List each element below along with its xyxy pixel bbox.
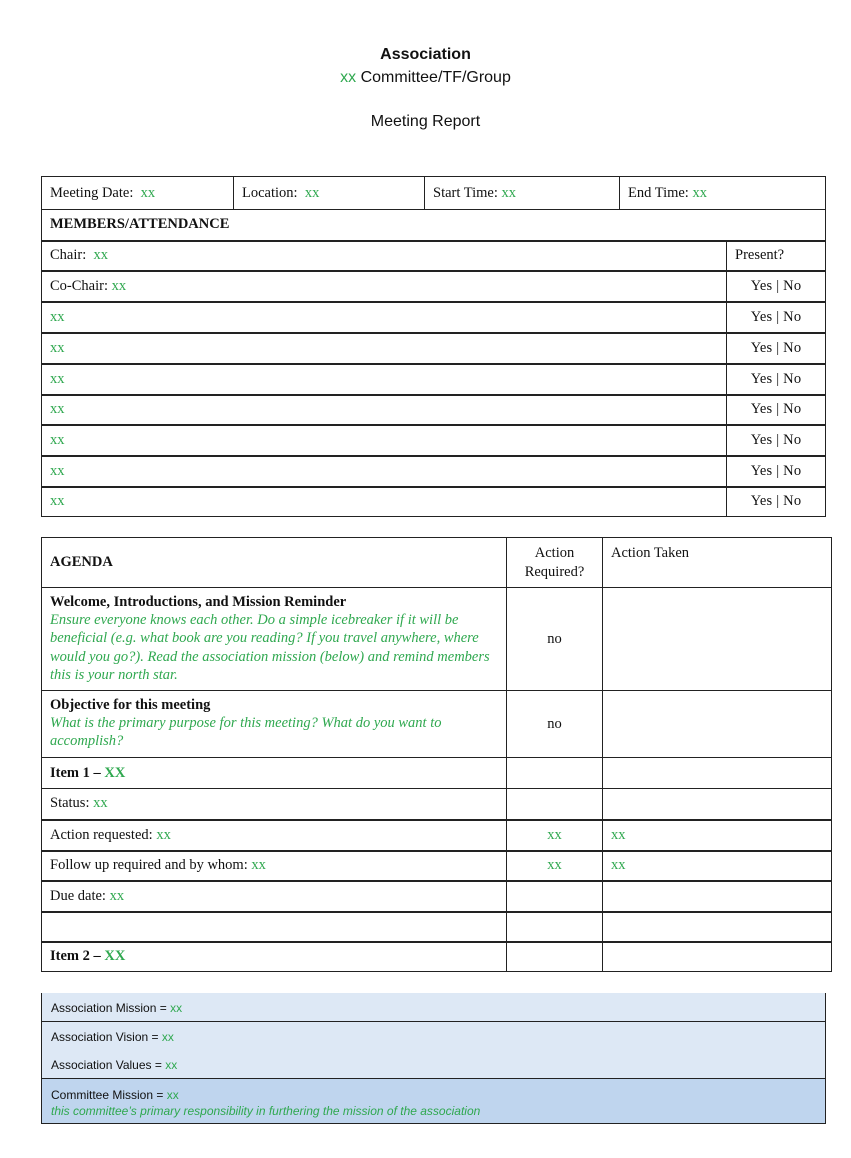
organization-title: Association (380, 46, 471, 63)
item1-action-required[interactable] (507, 758, 603, 789)
association-vision-value[interactable]: xx (161, 1030, 174, 1044)
association-mission-value[interactable]: xx (170, 1001, 183, 1015)
meeting-date-cell (42, 177, 234, 210)
present-toggle[interactable]: Yes | No (727, 425, 826, 456)
due-date-action-required[interactable] (507, 881, 603, 912)
association-values (51, 1058, 816, 1072)
present-toggle[interactable]: Yes | No (727, 456, 826, 487)
start-time-cell (425, 177, 620, 210)
blank-action-required[interactable] (507, 912, 603, 942)
status-label: Status: (50, 795, 90, 812)
welcome-description: Ensure everyone knows each other. Do a simple icebreaker if it will be beneficial (e.g. what book are you reading? If you travel anywhere, where would you go?). Read the association mission (below) and remind members this is your north star. (50, 611, 490, 683)
end-time-cell (620, 177, 826, 210)
mission-panel (41, 993, 826, 1124)
cochair-value[interactable]: xx (111, 277, 127, 294)
member-name[interactable]: xx (42, 487, 727, 517)
action-requested-taken[interactable]: xx (603, 820, 832, 851)
committee-placeholder: xx (340, 69, 357, 86)
chair-label: Chair: (50, 247, 87, 263)
meeting-date-value[interactable]: xx (140, 184, 156, 201)
objective-title: Objective for this meeting (50, 696, 211, 713)
objective-action-required[interactable]: no (507, 691, 603, 758)
association-mission-label: Association Mission = (51, 1001, 167, 1015)
attendance-heading: MEMBERS/ATTENDANCE (42, 210, 826, 241)
welcome-action-required[interactable]: no (507, 588, 603, 691)
welcome-item (42, 588, 507, 691)
start-time-label: Start Time: (433, 184, 498, 201)
item2-action-taken[interactable] (603, 942, 832, 972)
location-cell (234, 177, 425, 210)
cochair-row (42, 271, 727, 302)
action-taken-header: Action Taken (603, 538, 832, 588)
member-name[interactable]: xx (42, 395, 727, 425)
item2-heading (42, 942, 507, 972)
due-date-row (42, 881, 507, 912)
agenda-heading: AGENDA (42, 538, 507, 588)
item1-label: Item 1 (50, 764, 90, 781)
member-name[interactable]: xx (42, 456, 727, 487)
item2-label: Item 2 (50, 948, 90, 965)
committee-title (0, 69, 851, 87)
report-title: Meeting Report (370, 113, 481, 130)
item1-value[interactable]: XX (104, 764, 126, 781)
status-value[interactable]: xx (93, 795, 108, 812)
committee-mission-label: Committee Mission = (51, 1088, 164, 1102)
member-name[interactable]: xx (42, 302, 727, 333)
meeting-date-label: Meeting Date: (50, 184, 134, 201)
welcome-title: Welcome, Introductions, and Mission Reminder (50, 593, 347, 610)
item1-heading (42, 758, 507, 789)
due-date-label: Due date: (50, 887, 106, 904)
item1-dash: – (93, 764, 101, 781)
committee-mission (51, 1087, 816, 1103)
action-required-header: Action Required? (507, 538, 603, 588)
action-requested-value[interactable]: xx (156, 826, 171, 843)
committee-label: Committee/TF/Group (360, 69, 511, 86)
member-name[interactable]: xx (42, 425, 727, 456)
action-requested-row (42, 820, 507, 851)
present-header: Present? (727, 241, 826, 271)
present-toggle[interactable]: Yes | No (727, 487, 826, 517)
present-toggle[interactable]: Yes | No (727, 302, 826, 333)
association-values-label: Association Values = (51, 1058, 162, 1072)
followup-label: Follow up required and by whom: (50, 857, 248, 873)
chair-value[interactable]: xx (93, 247, 108, 263)
status-row (42, 789, 507, 820)
objective-item (42, 691, 507, 758)
committee-mission-description: this committee’s primary responsibility in furthering the mission of the association (51, 1104, 481, 1118)
present-toggle[interactable]: Yes | No (727, 364, 826, 395)
blank-action-taken[interactable] (603, 912, 832, 942)
association-vision-label: Association Vision = (51, 1030, 159, 1044)
followup-required[interactable]: xx (507, 851, 603, 881)
blank-row[interactable] (42, 912, 507, 942)
association-values-value[interactable]: xx (165, 1058, 178, 1072)
due-date-value[interactable]: xx (109, 887, 125, 904)
member-name[interactable]: xx (42, 364, 727, 395)
item2-action-required[interactable] (507, 942, 603, 972)
end-time-value[interactable]: xx (692, 184, 707, 201)
item1-action-taken[interactable] (603, 758, 832, 789)
attendance-table (41, 176, 826, 517)
status-action-taken[interactable] (603, 789, 832, 820)
start-time-value[interactable]: xx (501, 184, 516, 201)
due-date-action-taken[interactable] (603, 881, 832, 912)
committee-mission-row (42, 1079, 825, 1124)
action-requested-required[interactable]: xx (507, 820, 603, 851)
association-vision (51, 1030, 816, 1058)
item2-value[interactable]: XX (104, 948, 126, 965)
item2-dash: – (93, 948, 101, 965)
objective-description: What is the primary purpose for this meeting? What do you want to accomplish? (50, 714, 442, 749)
association-mission-row (42, 993, 825, 1022)
agenda-table (41, 537, 832, 972)
present-toggle[interactable]: Yes | No (727, 395, 826, 425)
committee-mission-value[interactable]: xx (166, 1088, 179, 1102)
followup-row (42, 851, 507, 881)
action-requested-label: Action requested: (50, 826, 153, 843)
followup-value[interactable]: xx (251, 857, 266, 873)
end-time-label: End Time: (628, 184, 689, 201)
present-toggle[interactable]: Yes | No (727, 333, 826, 364)
present-toggle[interactable]: Yes | No (727, 271, 826, 302)
objective-action-taken[interactable] (603, 691, 832, 758)
status-action-required[interactable] (507, 789, 603, 820)
chair-row (42, 241, 727, 271)
member-name[interactable]: xx (42, 333, 727, 364)
followup-taken[interactable]: xx (603, 851, 832, 881)
location-label: Location: (242, 184, 298, 201)
location-value[interactable]: xx (304, 184, 320, 201)
welcome-action-taken[interactable] (603, 588, 832, 691)
association-vision-values-row (42, 1022, 825, 1079)
cochair-label: Co-Chair: (50, 277, 108, 294)
